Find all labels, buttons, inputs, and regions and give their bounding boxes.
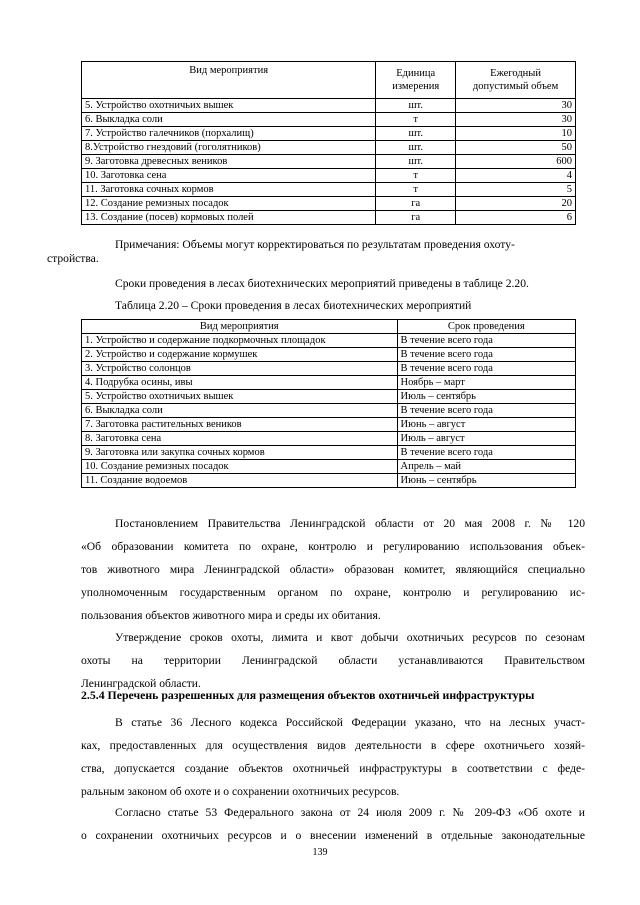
table-row: 10. Создание ремизных посадок Апрель – май [82,460,576,474]
table-header-row [82,62,576,99]
page-number: 139 [312,847,328,858]
header-volume: Ежегодный допустимый объем [456,62,576,99]
header-unit: Единица измерения [376,62,456,99]
timing-table [81,319,576,488]
table-row: 12. Создание ремизных посадок га 20 [82,197,576,211]
table-row: 8. Заготовка сена Июль – август [82,432,576,446]
table-header-row [82,320,576,334]
table-row: 6. Выкладка соли т 30 [82,113,576,127]
section-heading: 2.5.4 Перечень разрешенных для размещения объектов охотничьей инфраструктуры [81,688,535,702]
table-row: 10. Заготовка сена т 4 [82,169,576,183]
header-activity: Вид мероприятия [82,320,398,334]
table-row: 3. Устройство солонцов В течение всего года [82,362,576,376]
table-row: 6. Выкладка соли В течение всего года [82,404,576,418]
header-period: Срок проведения [397,320,575,334]
header-activity: Вид мероприятия [82,62,376,99]
table-row: 9. Заготовка древесных веников шт. 600 [82,155,576,169]
table-row: 11. Создание водоемов Июнь – сентябрь [82,474,576,488]
annual-volume-table [81,61,576,225]
table-row: 1. Устройство и содержание подкормочных площадок В течение всего года [82,334,576,348]
table-row: 5. Устройство охотничьих вышек шт. 30 [82,99,576,113]
paragraph-committee: Постановлением Правительства Ленинградской области от 20 мая 2008 г. № 120 «Об образовании комитета по охране, контролю и регулированию использования объек- тов животного мира Ленинградской области» образован комитет, являющийся специально уполномоченным государственным органом по охране, контролю и регулированию ис- пользования объектов животного мира и среды их обитания. [81,517,585,622]
table-note: Примечания: Объемы могут корректироваться по результатам проведения охоту- стройства. [47,238,515,265]
timing-intro: Сроки проведения в лесах биотехнических мероприятий приведены в таблице 2.20. [115,277,529,290]
table-row: 13. Создание (посев) кормовых полей га 6 [82,211,576,225]
table-row: 7. Устройство галечников (порхалищ) шт. 10 [82,127,576,141]
paragraph-forest-code: В статье 36 Лесного кодекса Российской Федерации указано, что на лесных участ- ках, предоставленных для осуществления видов деятельности в сфере охотничьего хозяй- ства, допускается создание объектов охотничьей инфраструктуры в соответствии с феде- ральным законом об охоте и о сохранении охотничьих ресурсов. [81,716,585,798]
table-row: 2. Устройство и содержание кормушек В течение всего года [82,348,576,362]
table-row: 9. Заготовка или закупка сочных кормов В течение всего года [82,446,576,460]
table-row: 4. Подрубка осины, ивы Ноябрь – март [82,376,576,390]
table-row: 11. Заготовка сочных кормов т 5 [82,183,576,197]
paragraph-hunting-terms: Утверждение сроков охоты, лимита и квот добычи охотничьих ресурсов по сезонам охоты на территории Ленинградской области устанавливаются Правительством Ленинградской области. [81,631,585,690]
table2-caption: Таблица 2.20 – Сроки проведения в лесах биотехнических мероприятий [115,299,472,312]
table-row: 8.Устройство гнездовий (гоголятников) шт. 50 [82,141,576,155]
table-row: 5. Устройство охотничьих вышек Июль – сентябрь [82,390,576,404]
paragraph-federal-law: Согласно статье 53 Федерального закона от 24 июля 2009 г. № 209-ФЗ «Об охоте и о сохранении охотничьих ресурсов и о внесении изменений в отдельные законодательные [81,806,585,842]
table-row: 7. Заготовка растительных веников Июнь – август [82,418,576,432]
